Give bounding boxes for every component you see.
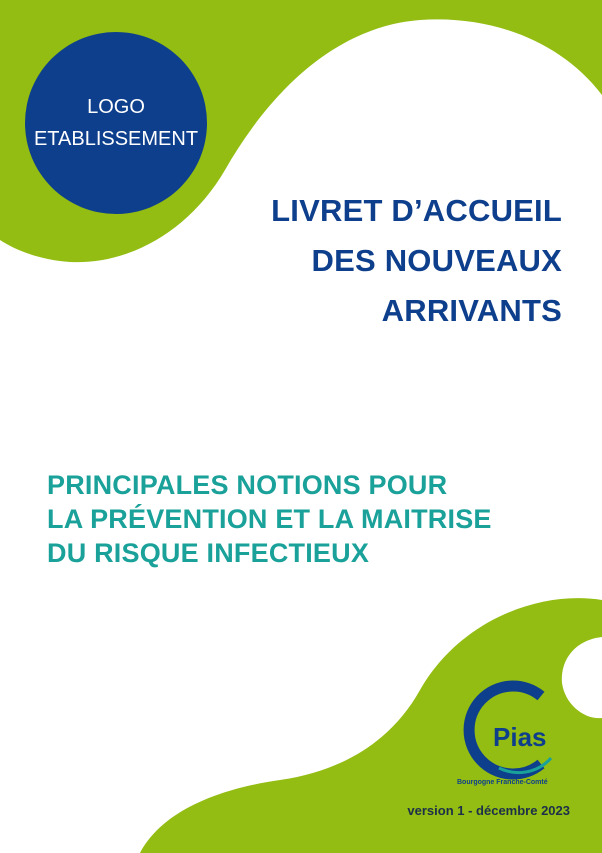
cpias-name: Pias: [493, 722, 547, 752]
document-subtitle: [47, 468, 492, 570]
title-line-3: ARRIVANTS: [381, 293, 562, 328]
subtitle-line-3: DU RISQUE INFECTIEUX: [47, 538, 370, 568]
subtitle-line-2: LA PRÉVENTION ET LA MAITRISE: [47, 504, 492, 534]
logo-placeholder-line1: LOGO: [87, 96, 145, 118]
title-line-1: LIVRET D’ACCUEIL: [271, 193, 562, 228]
version-date: version 1 - décembre 2023: [407, 803, 570, 818]
subtitle-line-1: PRINCIPALES NOTIONS POUR: [47, 470, 448, 500]
title-line-2: DES NOUVEAUX: [311, 243, 562, 278]
document-title: [271, 186, 562, 336]
cpias-logo: [455, 676, 575, 788]
cpias-region: Bourgogne Franche-Comté: [457, 779, 548, 786]
logo-placeholder-line2: ETABLISSEMENT: [33, 128, 199, 150]
logo-placeholder-circle: [25, 32, 207, 214]
